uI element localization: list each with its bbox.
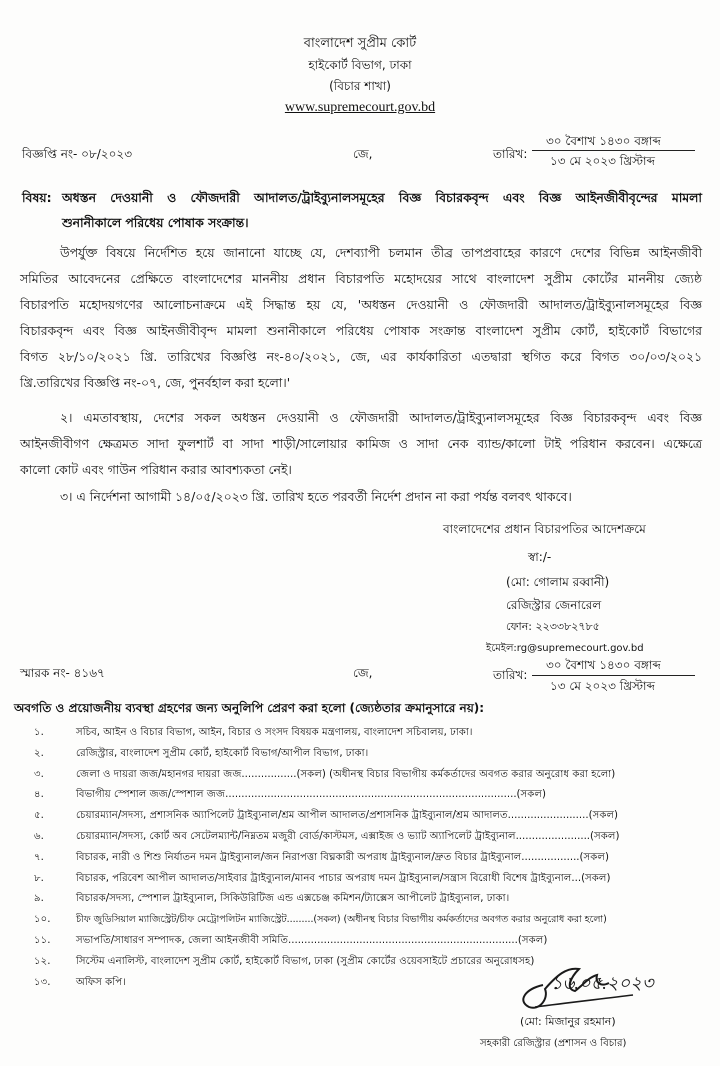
para2-line: কালো কোট এবং গাউন পরিধান করার আবশ্যকতা নেই। (20, 462, 292, 477)
list-item-number: ৬. (34, 830, 44, 842)
signature-scribble-icon (505, 955, 705, 1015)
subject-line-2: শুনানীকালে পরিধেয় পোষাক সংক্রান্ত। (62, 215, 249, 230)
para1-line: বিগত ২৮/১০/২০২১ খ্রি. তারিখের বিজ্ঞপ্তি নং-৪০/২০২১, জে, এর কার্যকারিতা এতদ্বারা স্থগিত করে বিগত ৩০/০৩/২০২১ (20, 349, 702, 364)
signatory1-phone: ফোন: ২২৩৩৮২৭৮৫ (506, 620, 600, 633)
list-item (20, 889, 700, 910)
list-item (20, 869, 700, 890)
list-item-text: সিস্টেম এনালিস্ট, বাংলাদেশ সুপ্রীম কোর্ট, হাইকোর্ট বিভাগ, ঢাকা (সুপ্রীম কোর্টের ওয়েবসাইটে প্রচারের অনুরোধসহ) (76, 955, 535, 967)
para1-line: খ্রি.তারিখের বিজ্ঞপ্তি নং-০৭, জে, পুনর্বহাল করা হলো।' (20, 375, 291, 390)
handwritten-signature (505, 955, 705, 1015)
para2-line: আইনজীবীগণ ক্ষেত্রমত সাদা ফুলশার্ট বা সাদা শাড়ী/সালোয়ার কামিজ ও সাদা নেক ব্যান্ড/কালো টাই পরিধান করবেন। এক্ষেত্রে (20, 436, 702, 451)
para1-line: বিচারপতি মহোদয়গণের আলোচনাক্রমে এই সিদ্ধান্ত হয় যে, 'অধস্তন দেওয়ানী ও ফৌজদারী আদালত/ট্রাইব্যুনালসমূহের বিজ্ঞ (20, 297, 702, 312)
list-item-text: বিচারক, নারী ও শিশু নির্যাতন দমন ট্রাইব্যুনাল/জন নিরাপত্তা বিঘ্নকারী অপরাধ ট্রাইব্যুনাল/দ্রুত বিচার ট্রাইব্যুনাল..................(সকল) (76, 851, 609, 863)
list-item-number: ১. (34, 727, 44, 738)
memo-je: জে, (353, 666, 373, 680)
signed-mark: স্বা:/- (528, 550, 552, 564)
list-item-number: ৫. (34, 810, 44, 822)
list-item-text: জেলা ও দায়রা জজ/মহানগর দায়রা জজ.................(সকল) (অধীনস্থ বিচার বিভাগীয় কর্মকর্তাদের অবগত করার অনুরোধ করা হলো) (76, 768, 616, 780)
date-divider (532, 675, 695, 676)
list-item-number: ২. (34, 747, 44, 759)
list-item-text: রেজিস্ট্রার, বাংলাদেশ সুপ্রীম কোর্ট, হাইকোর্ট বিভাগ/আপীল বিভাগ, ঢাকা। (76, 747, 369, 759)
list-item-number: ৮. (34, 872, 44, 884)
paragraph-1 (20, 240, 702, 396)
list-item-number: ১০. (34, 914, 51, 926)
order-line: বাংলাদেশের প্রধান বিচারপতির আদেশক্রমে (443, 522, 646, 536)
paragraph-3: ৩। এ নির্দেশনা আগামী ১৪/০৫/২০২৩ খ্রি. তারিখ হতে পরবর্তী নির্দেশ প্রদান না করা পর্যন্ত বলবৎ থাকবে। (60, 489, 572, 504)
notice-date-english: ১৩ মে ২০২৩ খ্রিস্টাব্দ (550, 154, 655, 168)
list-item-text: চেয়ারম্যান/সদস্য, কোর্ট অব সেটেলম্যান্ট/নিম্নতম মজুরী বোর্ড/কাস্টমস, এক্সাইজ ও ভ্যাট অ্যাপিলেট ট্রাইব্যুনাল.......................(সকল) (76, 830, 620, 842)
list-item-number: ৯. (34, 893, 44, 905)
para1-line: সমিতির আবেদনের প্রেক্ষিতে বাংলাদেশের মাননীয় প্রধান বিচারপতি মহোদয়ের সাথে বাংলাদেশ সুপ্রীম কোর্টের মাননীয় জ্যেষ্ঠ (20, 271, 702, 286)
list-item (20, 827, 700, 848)
notice-date-label: তারিখ: (493, 147, 528, 161)
signatory1-designation: রেজিস্ট্রার জেনারেল (506, 598, 602, 612)
para1-line: বিচারকবৃন্দ এবং বিজ্ঞ আইনজীবীবৃন্দ মামলা শুনানীকালে পরিধেয় পোষাক সংক্রান্ত বাংলাদেশ সুপ্রীম কোর্ট, হাইকোর্ট বিভাগের (20, 323, 702, 338)
signatory2-name: (মো: মিজানুর রহমান) (520, 1015, 616, 1028)
list-item (20, 785, 700, 806)
paragraph-2 (20, 405, 702, 483)
list-item (20, 765, 700, 786)
list-item-text: সভাপতি/সাধারণ সম্পাদক, জেলা আইনজীবী সমিতি.......................................................................(সকল) (76, 934, 548, 946)
signatory2-designation: সহকারী রেজিস্ট্রার (প্রশাসন ও বিচার) (480, 1038, 627, 1049)
website-link[interactable]: www.supremecourt.gov.bd (284, 100, 436, 115)
signature-date: ১৬.০৫.২০২৩ (551, 973, 654, 993)
list-item-number: ৪. (34, 789, 44, 801)
subject-line-1: অধস্তন দেওয়ানী ও ফৌজদারী আদালত/ট্রাইব্যুনালসমূহের বিজ্ঞ বিচারকবৃন্দ এবং বিজ্ঞ আইনজীবীবৃন্দের মামলা (62, 190, 702, 205)
list-item-number: ১১. (34, 934, 51, 946)
memo-date-bangla: ৩০ বৈশাখ ১৪৩০ বঙ্গাব্দ (546, 658, 661, 672)
date-divider (532, 150, 695, 151)
list-item (20, 931, 700, 952)
list-item-text: বিচারক, পরিবেশ আপীল আদালত/সাইবার ট্রাইব্যুনাল/মানব পাচার অপরাধ দমন ট্রাইব্যুনাল/সন্ত্রাস বিরোধী বিশেষ ট্রাইব্যুনাল...(সকল) (76, 872, 611, 884)
list-item (20, 723, 700, 744)
memo-date-english: ১৩ মে ২০২৩ খ্রিস্টাব্দ (550, 679, 655, 693)
list-item-number: ১৩. (34, 976, 51, 988)
list-item (20, 910, 700, 931)
list-item-text: বিভাগীয় স্পেশাল জজ/স্পেশাল জজ..........................................................................................(সকল) (76, 789, 546, 801)
notice-je: জে, (353, 147, 373, 161)
list-item-text: চীফ জুডিসিয়াল ম্যাজিস্ট্রেট/চীফ মেট্রোপলিটন ম্যাজিস্ট্রেট.........(সকল) (অধীনস্থ বিচার বিভাগীয় কর্মকর্তাদের অবগত করার অনুরোধ করা হলো) (76, 914, 607, 926)
list-item (20, 806, 700, 827)
list-item-text: চেয়ারম্যান/সদস্য, প্রশাসনিক অ্যাপিলেট ট্রাইব্যুনাল/শ্রম আপীল আদালত/প্রশাসনিক ট্রাইব্যুনাল/শ্রম আদালত.........................(সকল) (76, 810, 619, 822)
list-item-text: অফিস কপি। (76, 976, 126, 988)
section-name: (বিচার শাখা) (329, 79, 391, 93)
notice-date-bangla: ৩০ বৈশাখ ১৪৩০ বঙ্গাব্দ (546, 134, 661, 148)
list-item-number: ১২. (34, 955, 51, 967)
notice-number: বিজ্ঞপ্তি নং- ০৮/২০২৩ (22, 147, 133, 161)
subject-label: বিষয়: (22, 190, 52, 205)
signatory1-email[interactable]: ইমেইল:rg@supremecourt.gov.bd (486, 643, 644, 654)
list-item-text: বিচারক/সদস্য, স্পেশাল ট্রাইব্যুনাল, সিকিউরিটিজ এন্ড এক্সচেঞ্জ কমিশন/ট্যাক্সেস আপীলেট ট্রাইব্যুনাল, ঢাকা। (76, 893, 510, 905)
list-item-number: ৩. (34, 768, 44, 780)
para2-line: ২। এমতাবস্থায়, দেশের সকল অধস্তন দেওয়ানী ও ফৌজদারী আদালত/ট্রাইব্যুনালসমূহের বিজ্ঞ বিচারকবৃন্দ এবং বিজ্ঞ (60, 410, 702, 425)
list-item-number: ৭. (34, 851, 44, 863)
distribution-heading: অবগতি ও প্রয়োজনীয় ব্যবস্থা গ্রহণের জন্য অনুলিপি প্রেরণ করা হলো (জ্যেষ্ঠতার ক্রমানুসারে নয়): (14, 701, 485, 715)
org-name: বাংলাদেশ সুপ্রীম কোর্ট (303, 36, 417, 51)
division-name: হাইকোর্ট বিভাগ, ঢাকা (308, 58, 412, 72)
memo-date-label: তারিখ: (493, 668, 528, 682)
list-item (20, 848, 700, 869)
list-item-text: সচিব, আইন ও বিচার বিভাগ, আইন, বিচার ও সংসদ বিষয়ক মন্ত্রণালয়, বাংলাদেশ সচিবালয়, ঢাকা। (76, 727, 473, 738)
list-item (20, 744, 700, 765)
para1-line: উপর্যুক্ত বিষয়ে নির্দেশিত হয়ে জানানো যাচ্ছে যে, দেশব্যাপী চলমান তীব্র তাপপ্রবাহের কারণে দেশের বিভিন্ন আইনজীবী (60, 245, 702, 260)
distribution-list (20, 723, 700, 993)
subject-text (62, 185, 702, 235)
signatory1-name: (মো: গোলাম রব্বানী) (506, 575, 610, 589)
memo-number: স্মারক নং- ৪১৬৭ (20, 666, 105, 680)
